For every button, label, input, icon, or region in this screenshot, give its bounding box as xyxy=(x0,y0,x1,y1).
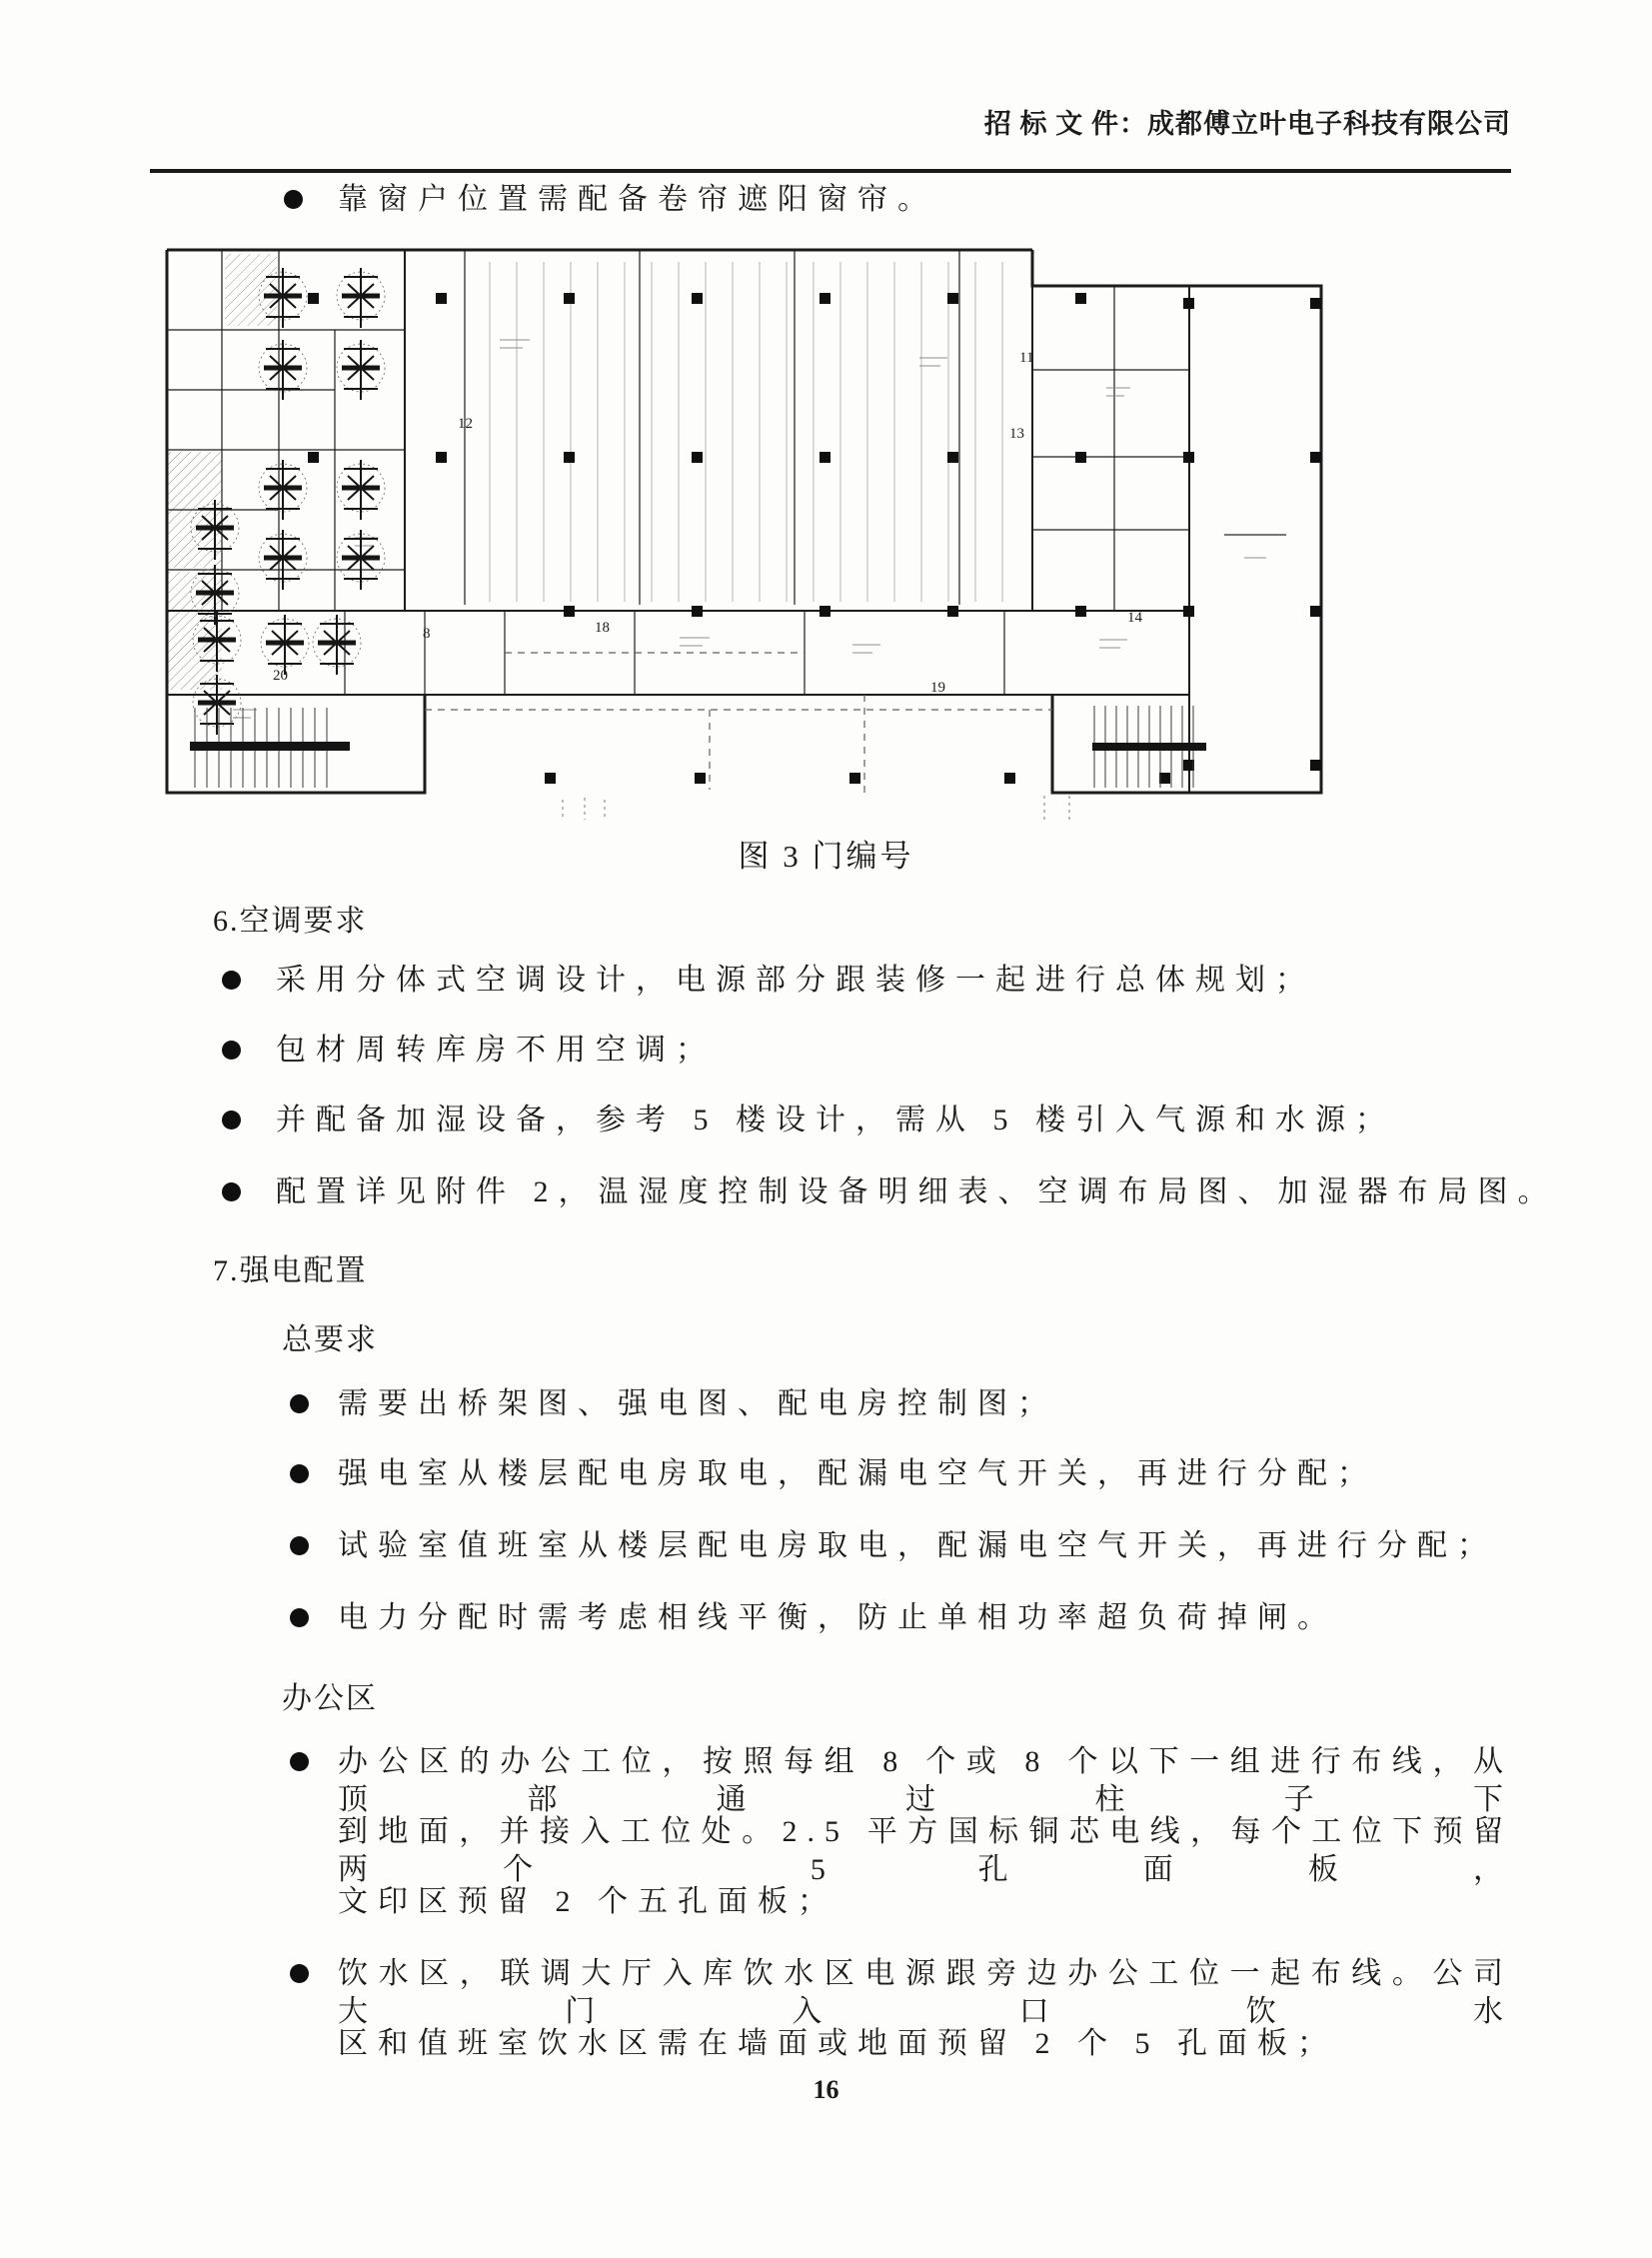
header-rule xyxy=(150,169,1511,173)
section6-bullet xyxy=(222,1102,1395,1139)
door-number-label: 11 xyxy=(1019,350,1034,366)
door-number-label: 14 xyxy=(1127,610,1142,626)
bullet-text: 电力分配时需考虑相线平衡，防止单相功率超负荷掉闸。 xyxy=(338,1601,1337,1634)
section7-bullet xyxy=(290,1599,1337,1637)
bullet-icon xyxy=(222,1111,241,1129)
section7-general-subheading: 总要求 xyxy=(282,1323,378,1356)
bullet-text: 配置详见附件 2，温湿度控制设备明细表、空调布局图、加湿器布局图。 xyxy=(276,1175,1558,1208)
stair-left xyxy=(190,708,350,788)
office-bullet-continuation: 到地面，并接入工位处。2.5 平方国标铜芯电线，每个工位下预留两个 5 孔面板， xyxy=(338,1815,1513,1886)
bullet-text: 并配备加湿设备，参考 5 楼设计，需从 5 楼引入气源和水源； xyxy=(276,1104,1395,1136)
door-number-label: 19 xyxy=(930,680,945,696)
office-bullet-continuation: 文印区预留 2 个五孔面板； xyxy=(338,1885,837,1918)
section7-bullet xyxy=(290,1385,1057,1423)
section6-bullet xyxy=(222,1173,1558,1211)
page-number: 16 xyxy=(813,2075,839,2104)
section7-heading: 7.强电配置 xyxy=(213,1254,368,1287)
office-bullet xyxy=(290,1955,1513,2031)
section6-bullet xyxy=(222,1032,716,1070)
bullet-icon xyxy=(222,1041,241,1060)
bullet-text: 试验室值班室从楼层配电房取电，配漏电空气开关，再进行分配； xyxy=(338,1529,1497,1562)
intro-bullet-line xyxy=(284,181,937,219)
bullet-text: 包材周转库房不用空调； xyxy=(276,1034,716,1067)
bullet-icon xyxy=(290,1536,309,1555)
door-number-label: 12 xyxy=(458,416,473,432)
door-number-label: 20 xyxy=(273,668,288,684)
bullet-icon xyxy=(284,190,303,209)
floor-plan-figure xyxy=(165,240,1324,820)
door-number-label: 8 xyxy=(423,626,431,642)
office-bullet xyxy=(290,1743,1513,1819)
figure-caption: 图 3 门编号 xyxy=(738,839,914,874)
door-number-label: 18 xyxy=(595,620,610,636)
bullet-icon xyxy=(290,1464,309,1483)
section7-bullet xyxy=(290,1527,1497,1565)
bullet-text: 采用分体式空调设计，电源部分跟装修一起进行总体规划； xyxy=(276,964,1315,997)
floor-plan-svg xyxy=(165,240,1324,820)
bullet-icon xyxy=(222,1182,241,1201)
bullet-icon xyxy=(290,1394,309,1413)
office-bullet-continuation: 区和值班室饮水区需在墙面或地面预留 2 个 5 孔面板； xyxy=(338,2027,1337,2060)
bullet-text: 需要出桥架图、强电图、配电房控制图； xyxy=(338,1387,1057,1420)
section7-office-subheading: 办公区 xyxy=(282,1682,378,1715)
door-number-label: 13 xyxy=(1009,426,1024,442)
bullet-icon xyxy=(222,971,241,990)
bullet-text: 饮水区，联调大厅入库饮水区电源跟旁边办公工位一起布线。公司大门入口饮水 xyxy=(338,1957,1513,2028)
bullet-icon xyxy=(290,1752,309,1771)
section6-bullet xyxy=(222,962,1315,1000)
bullet-icon xyxy=(290,1608,309,1627)
section6-heading: 6.空调要求 xyxy=(213,905,368,938)
bullet-text: 办公区的办公工位，按照每组 8 个或 8 个以下一组进行布线，从顶部通过柱子下 xyxy=(338,1745,1513,1816)
section7-bullet xyxy=(290,1455,1377,1493)
bullet-text: 强电室从楼层配电房取电，配漏电空气开关，再进行分配； xyxy=(338,1457,1377,1490)
intro-bullet-text: 靠窗户位置需配备卷帘遮阳窗帘。 xyxy=(338,183,937,216)
bullet-icon xyxy=(290,1964,309,1983)
page-header: 招 标 文 件：成都傅立叶电子科技有限公司 xyxy=(983,109,1511,139)
